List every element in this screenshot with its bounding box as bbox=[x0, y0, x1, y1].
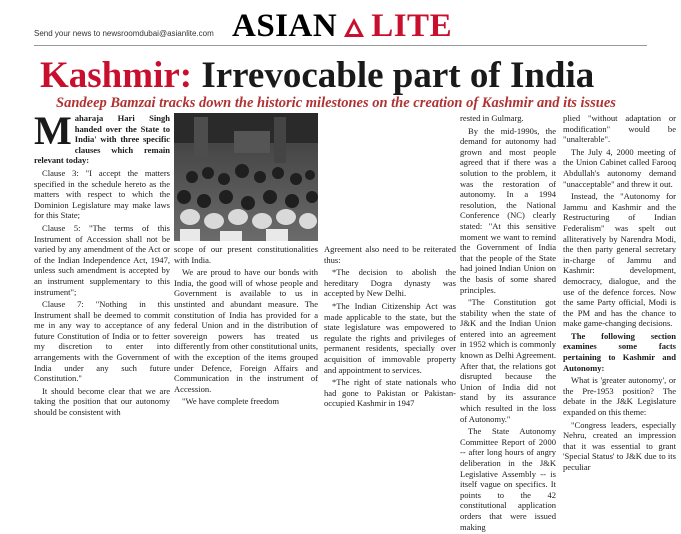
paragraph: Clause 3: "I accept the matters specified in the schedule hereto as the matters with respect to which the Dominion Legislature may make laws for this State; bbox=[34, 167, 170, 221]
column-1 bbox=[34, 108, 170, 420]
paragraph: *The decision to abolish the hereditary Dogra dynasty was accepted by New Delhi. bbox=[324, 267, 456, 299]
headline-lead: Kashmir: bbox=[40, 55, 193, 96]
dropcap: M bbox=[34, 108, 72, 153]
logo-lite: LITE bbox=[371, 8, 453, 44]
column-3 bbox=[324, 244, 456, 411]
asian-lite-logo[interactable] bbox=[232, 8, 452, 45]
headline bbox=[40, 54, 594, 97]
paragraph: Instead, the "Autonomy for Jammu and Kashmir and the Restructuring of Indian Federalism" was spelt out alliteratively by Narendra Modi, the then party general secretary in-charge of Jammu and Kashmir: development, democracy, dialogue, and the use of the defence forces. Now the same Party official, Modi is the PM and has the chance to make game-changing decisions. bbox=[563, 191, 676, 329]
paragraph: scope of our present constitutionalities with India. bbox=[174, 244, 318, 265]
paragraph: rested in Gulmarg. bbox=[460, 113, 524, 123]
paragraph: Agreement also need to be reiterated thus: bbox=[324, 244, 456, 265]
paragraph: The July 4, 2000 meeting of the Union Cabinet called Farooq Abdullah's autonomy demand "unacceptable" and threw it out. bbox=[563, 146, 676, 189]
standfirst: Sandeep Bamzai tracks down the historic milestones on the creation of Kashmir and its issues bbox=[56, 95, 616, 111]
lead-paragraph: aharaja Hari Singh handed over the State to India' with three specific clauses which remain relevant today: bbox=[34, 113, 170, 166]
paragraph: plied "without adaptation or modification" would be "unalterable". bbox=[563, 113, 676, 145]
paragraph: The State Autonomy Committee Report of 2000 -- after long hours of angry deliberation in the J&K Legislative Assembly -- is itself vague on specifics. It points to the 42 constitutional application orders that were issued making bbox=[460, 426, 556, 532]
paragraph: We are proud to have our bonds with India, the good will of whose people and Government is available to us in unstinted and abundant measure. The constitution of India has provided for a federal Union and in the distribution of sovereign powers has treated us differently from other constitutional units, with the exception of the items grouped under Defence, Foreign Affairs and Communication in the instrument of Accession. bbox=[174, 267, 318, 394]
column-four bbox=[460, 113, 556, 534]
paragraph: "The Constitution got stability when the state of J&K and the Indian Union entered into an agreement in 1952 which is commonly known as Delhi Agreement. After that, the relations got disrupted because the Union of India did not stand by its assurance which resulted in the loss of Autonomy." bbox=[460, 297, 556, 424]
logo-asian: ASIAN bbox=[232, 8, 338, 44]
logo-emblem-icon bbox=[343, 17, 365, 39]
headline-main: Irrevocable part of India bbox=[201, 55, 595, 96]
column-five bbox=[563, 113, 676, 475]
email-line: Send your news to newsroomdubai@asianlite.com bbox=[34, 29, 214, 38]
paragraph: It should become clear that we are taking the position that our autonomy should be consistent with bbox=[34, 385, 170, 418]
column-2 bbox=[174, 244, 318, 409]
historic-assembly-photo bbox=[174, 113, 318, 241]
paragraph: "Congress leaders, especially Nehru, created an impression that it was essential to grant 'Special Status' to J&K due to its peculiar bbox=[563, 419, 676, 472]
paragraph: By the mid-1990s, the demand for autonomy had grown and most people agreed that if there was a solution to the problem, it was the restoration of autonomy. In a 1994 resolution, the National Conference (NC) clearly stated: "At this sensitive moment we want to remind the Government of India that the people of the State had joined Indian Union on the basis of some shared principles. bbox=[460, 125, 556, 295]
paragraph: *The Indian Citizenship Act was made applicable to the state, but the state legislature was empowered to regulate the rights and privileges of permanent residents, specially over acquisition of immovable property and appointment to services. bbox=[324, 300, 456, 375]
paragraph: "We have complete freedom bbox=[182, 396, 280, 407]
paragraph: What is 'greater autonomy', or the Pre-1953 position? The debate in the J&K Legislature expanded on this theme: bbox=[563, 375, 676, 418]
section-lead: The following section examines some facts pertaining to Kashmir and Autonomy: bbox=[563, 330, 676, 373]
paragraph: Clause 5: "The terms of this Instrument of Accession shall not be varied by any amendment of the Act or of the Indian Independence Act, 1947, unless such amendment is accepted by an instrument supplementary to this instrument"; bbox=[34, 222, 170, 297]
header-rule bbox=[34, 45, 647, 46]
paragraph: *The right of state nationals who had gone to Pakistan or Pakistan-occupied Kashmir in 1947 bbox=[324, 377, 456, 409]
paragraph: Clause 7: "Nothing in this Instrument shall be deemed to commit me in any way to acceptance of any future Constitution of India or to fetter my discretion to enter into arrangements with the Government of India under any such future Constitution." bbox=[34, 299, 170, 384]
